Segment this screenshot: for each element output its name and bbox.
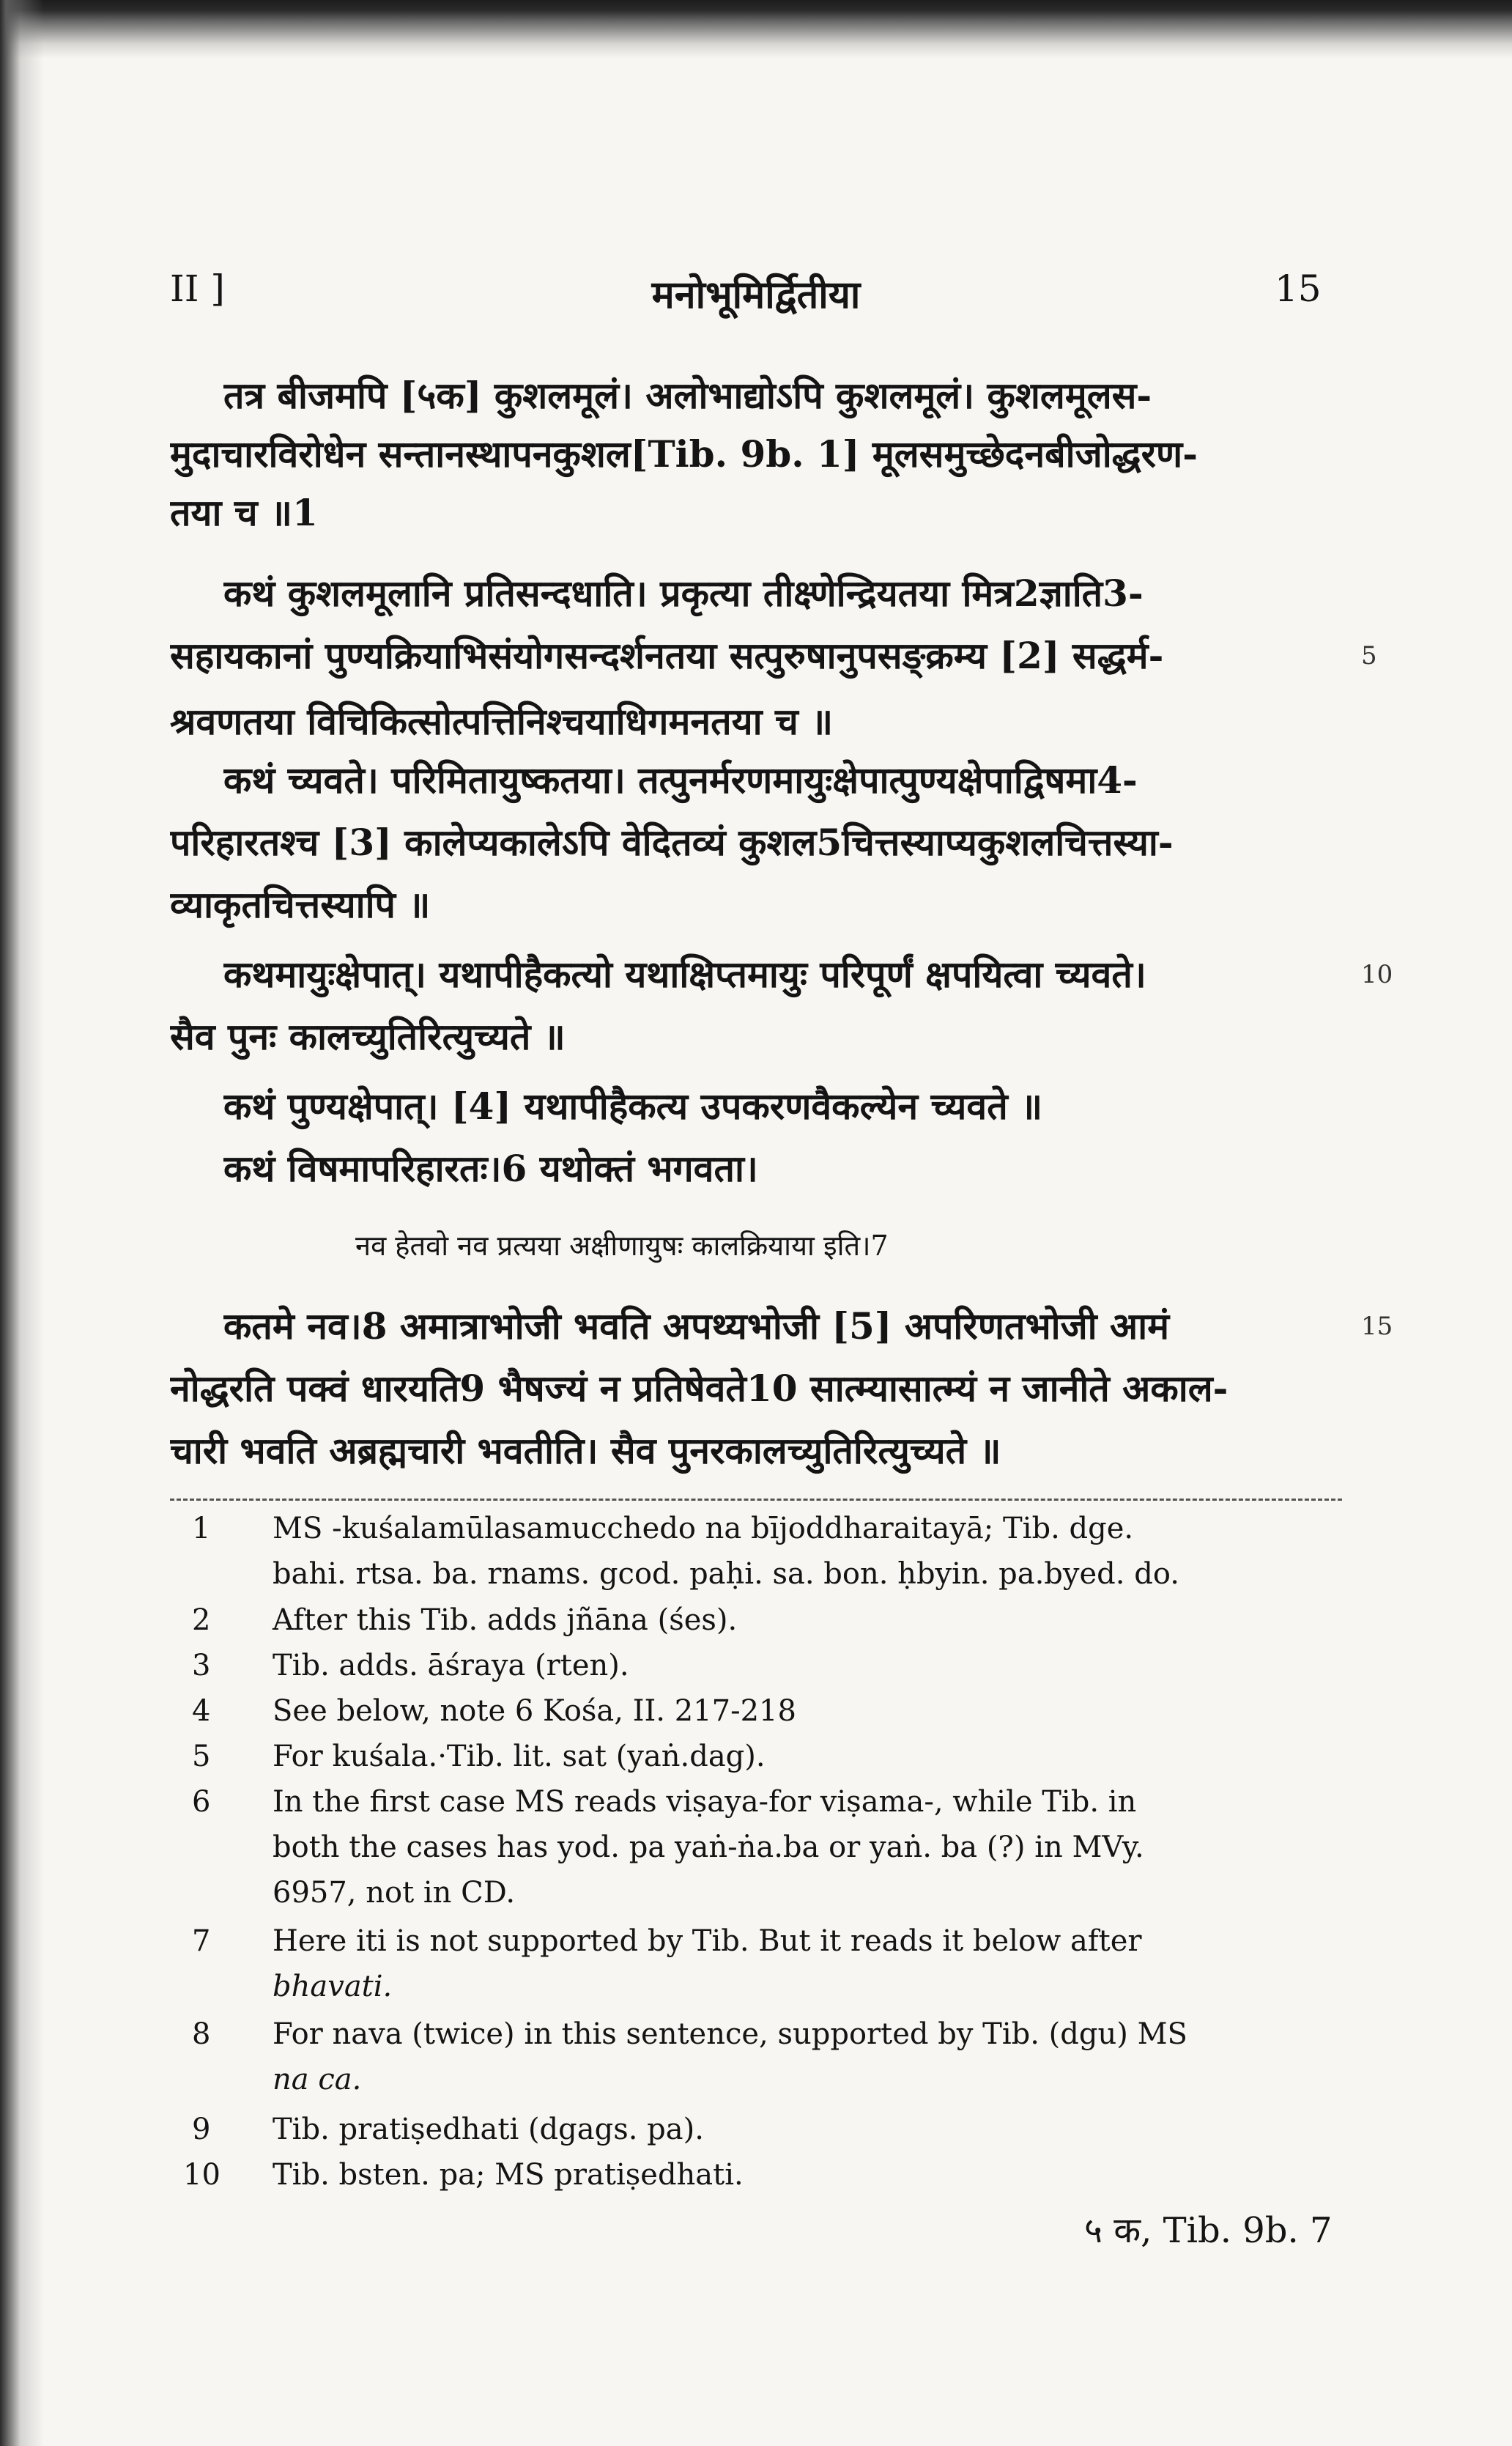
- text-line: कथं पुण्यक्षेपात्। [4] यथापीहैकत्य उपकरणवैकल्येन च्यवते ॥: [223, 1085, 1043, 1128]
- text-line: कतमे नव।8 अमात्राभोजी भवति अपथ्यभोजी [5] अपरिणतभोजी आमं: [223, 1304, 1170, 1348]
- footnote-text: [273, 2011, 1327, 2102]
- line-number: 15: [1361, 1312, 1393, 1341]
- footnote-line: For nava (twice) in this sentence, supported by Tib. (dgu) MS: [273, 2017, 1187, 2051]
- footnote-line: Tib. bsten. pa; MS pratiṣedhati.: [273, 2158, 744, 2192]
- footnote-line: Tib. adds. āśraya (rten).: [273, 1649, 629, 1682]
- text-line: तया च ॥1: [170, 491, 318, 534]
- footnote-text: [273, 1734, 1327, 1779]
- text-line: कथमायुःक्षेपात्। यथापीहैकत्यो यथाक्षिप्तमायुः परिपूर्णं क्षपयित्वा च्यवते।: [223, 953, 1146, 996]
- footnote-line: na ca.: [273, 2063, 362, 2096]
- text-line: कथं च्यवते। परिमितायुष्कतया। तत्पुनर्मरणमायुःक्षेपात्पुण्यक्षेपाद्विषमा4-: [223, 758, 1138, 802]
- page-number: 15: [1275, 267, 1322, 310]
- footnote-number: 1: [192, 1512, 211, 1545]
- footnote-number: 3: [192, 1649, 211, 1682]
- footnote-text: [273, 1506, 1327, 1597]
- footnote-number: 2: [192, 1603, 211, 1637]
- chapter-marker: II ]: [170, 267, 225, 310]
- text-line: नोद्धरति पक्वं धारयति9 भैषज्यं न प्रतिषेवते10 सात्म्यासात्म्यं न जानीते अकाल-: [170, 1367, 1228, 1410]
- line-number: 5: [1361, 641, 1377, 670]
- footnote-line: After this Tib. adds jñāna (śes).: [273, 1603, 738, 1637]
- text-line: श्रवणतया विचिकित्सोत्पत्तिनिश्चयाधिगमनतया च ॥: [170, 700, 834, 743]
- footnote-text: [273, 1779, 1327, 1915]
- text-line: कथं कुशलमूलानि प्रतिसन्दधाति। प्रकृत्या तीक्ष्णेन्द्रियतया मित्र2ज्ञाति3-: [223, 572, 1144, 615]
- scan-top-edge: [0, 0, 1512, 59]
- footnote-line: MS -kuśalamūlasamucchedo na bījoddharaitayā; Tib. dge.: [273, 1512, 1134, 1545]
- footnote-line: bahi. rtsa. ba. rnams. gcod. paḥi. sa. bon. ḥbyin. pa.byed. do.: [273, 1557, 1179, 1591]
- footnote-number: 4: [192, 1694, 211, 1728]
- footnote-text: [273, 1643, 1327, 1688]
- text-line: व्याकृतचित्तस्यापि ॥: [170, 883, 431, 926]
- line-number: 10: [1361, 960, 1393, 989]
- footnote-number: 5: [192, 1740, 211, 1773]
- scan-left-edge: [0, 0, 44, 2446]
- footnote-text: [273, 2152, 1327, 2198]
- footnote-number: 6: [192, 1785, 211, 1819]
- footnote-text: [273, 1918, 1327, 2009]
- footnote-line: bhavati.: [273, 1970, 393, 2003]
- footnote-text: [273, 1597, 1327, 1643]
- text-line: तत्र बीजमपि [५क] कुशलमूलं। अलोभाद्योऽपि कुशलमूलं। कुशलमूलस-: [223, 374, 1152, 417]
- footnote-line: In the first case MS reads viṣaya-for viṣama-, while Tib. in: [273, 1785, 1137, 1819]
- text-line: सहायकानां पुण्यक्रियाभिसंयोगसन्दर्शनतया सत्पुरुषानुपसङ्क्रम्य [2] सद्धर्म-: [170, 634, 1164, 677]
- footnote-line: See below, note 6 Kośa, II. 217-218: [273, 1694, 796, 1728]
- text-line: सैव पुनः कालच्युतिरित्युच्यते ॥: [170, 1015, 566, 1058]
- text-line: मुदाचारविरोधेन सन्तानस्थापनकुशल[Tib. 9b. 1] मूलसमुच्छेदनबीजोद्धरण-: [170, 432, 1198, 476]
- text-line: चारी भवति अब्रह्मचारी भवतीति। सैव पुनरकालच्युतिरित्युच्यते ॥: [170, 1429, 1001, 1472]
- footnote-separator: [170, 1499, 1342, 1501]
- footnote-number: 8: [192, 2017, 211, 2051]
- text-line: परिहारतश्च [3] कालेप्यकालेऽपि वेदितव्यं कुशल5चित्तस्याप्यकुशलचित्तस्या-: [170, 821, 1174, 864]
- running-title: मनोभूमिर्द्वितीया: [651, 273, 861, 317]
- footnote-text: [273, 2107, 1327, 2152]
- footnote-line: Here iti is not supported by Tib. But it reads it below after: [273, 1924, 1142, 1958]
- page-header: [0, 267, 1512, 319]
- footnote-text: [273, 1688, 1327, 1734]
- footnote-number: 7: [192, 1924, 211, 1958]
- footnote-number: 9: [192, 2113, 211, 2146]
- footnote-line: For kuśala.·Tib. lit. sat (yaṅ.dag).: [273, 1740, 766, 1773]
- verse-line: नव हेतवो नव प्रत्यया अक्षीणायुषः कालक्रियाया इति।7: [355, 1230, 889, 1262]
- footnote-number: 10: [183, 2158, 220, 2192]
- footnote-line: Tib. pratiṣedhati (dgags. pa).: [273, 2113, 704, 2146]
- footnote-line: 6957, not in CD.: [273, 1876, 516, 1910]
- text-line: कथं विषमापरिहारतः।6 यथोक्तं भगवता।: [223, 1147, 758, 1190]
- folio-signature: ५ क, Tib. 9b. 7: [1084, 2210, 1333, 2251]
- footnote-line: both the cases has yod. pa yaṅ-ṅa.ba or yaṅ. ba (?) in MVy.: [273, 1830, 1144, 1864]
